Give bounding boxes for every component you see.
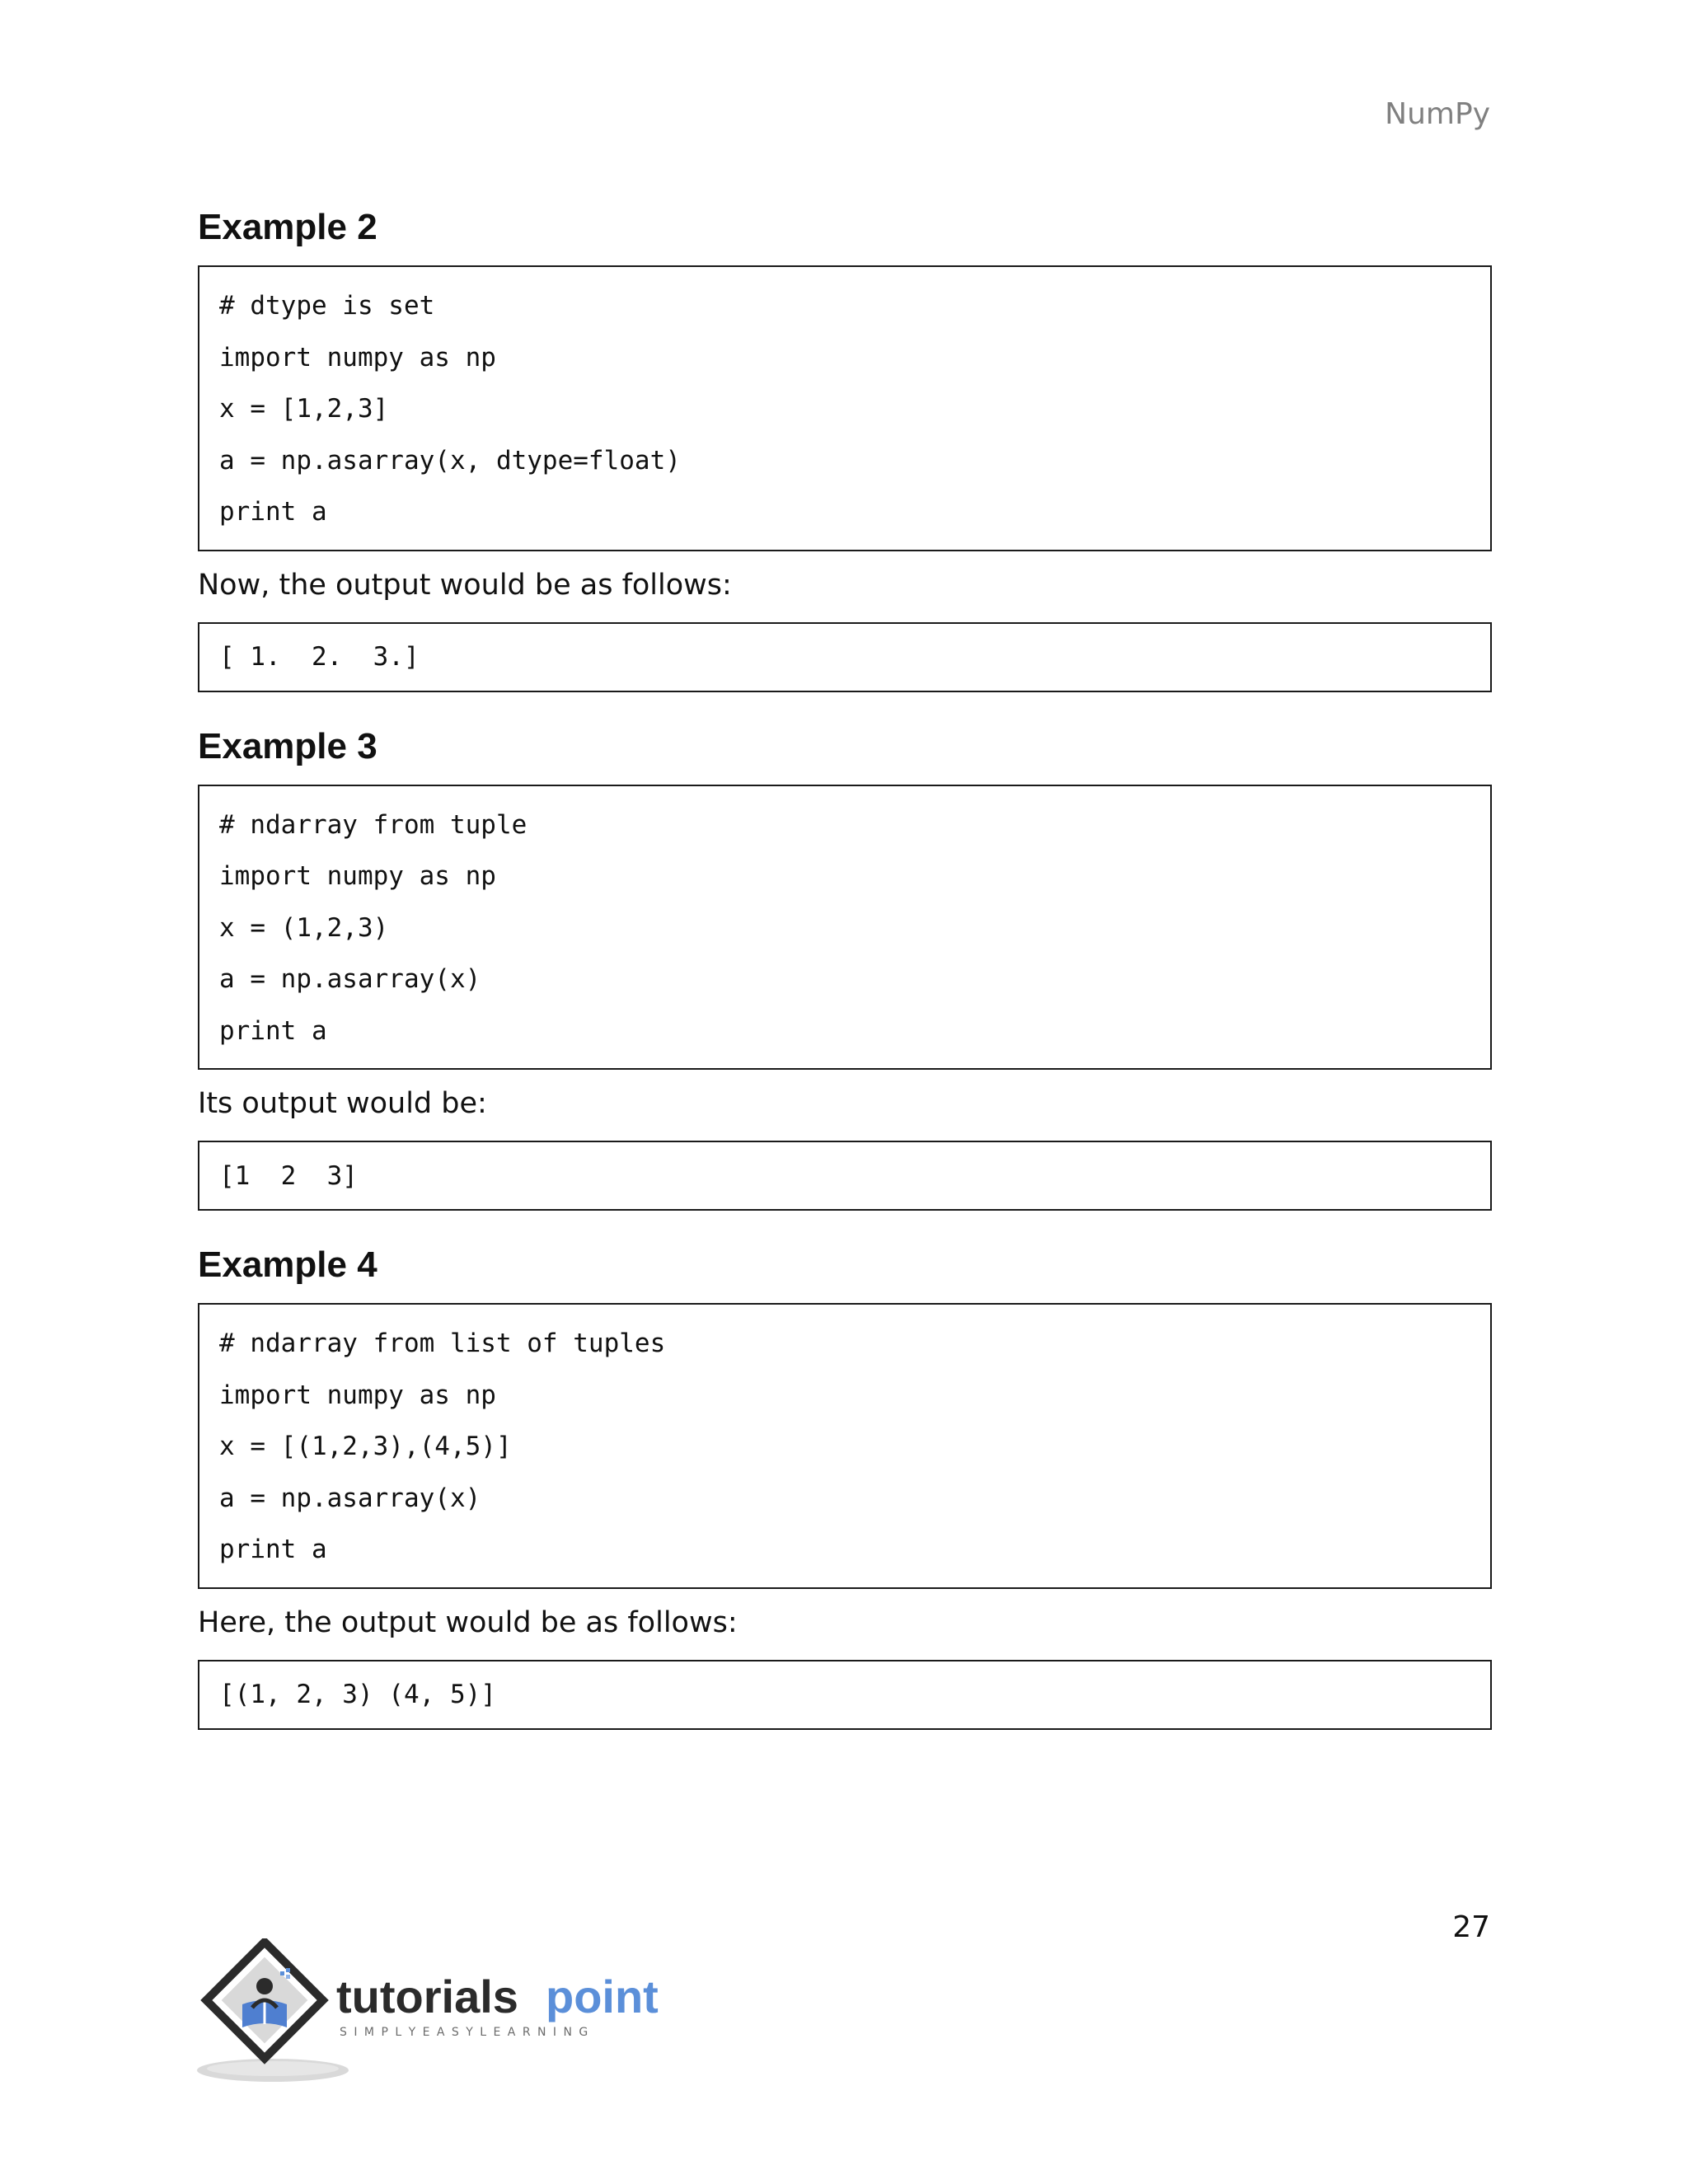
output-text: [(1, 2, 3) (4, 5)] [219,1680,496,1709]
code-line: x = (1,2,3) [219,912,389,943]
output-text: [ 1. 2. 3.] [219,642,420,672]
code-line: a = np.asarray(x) [219,1483,481,1513]
example-section [198,1242,1492,1730]
code-block [198,1303,1492,1589]
code-block [198,785,1492,1071]
output-block [198,1660,1492,1730]
logo-tagline: S I M P L Y E A S Y L E A R N I N G [340,2026,590,2039]
code-line: import numpy as np [219,1380,496,1410]
code-line: import numpy as np [219,342,496,373]
example-heading: Example 2 [198,207,377,247]
running-header: NumPy [1385,97,1490,131]
page-number: 27 [1452,1910,1490,1944]
code-line: # ndarray from tuple [219,809,528,840]
tutorialspoint-logo [195,1938,689,2087]
page-content [198,204,1492,1761]
diamond-emblem-icon [200,1938,329,2064]
code-line: x = [1,2,3] [219,394,389,424]
code-line: print a [219,1015,327,1046]
code-line: # dtype is set [219,291,435,321]
output-description: Now, the output would be as follows: [198,568,732,602]
example-heading: Example 4 [198,1244,377,1285]
output-description: Here, the output would be as follows: [198,1605,738,1639]
logo-brand-dark: tutorials [336,1971,518,2022]
code-block [198,265,1492,551]
output-description: Its output would be: [198,1087,487,1120]
example-section [198,204,1492,692]
output-text: [1 2 3] [219,1160,358,1191]
output-block [198,1141,1492,1211]
code-line: a = np.asarray(x, dtype=float) [219,445,681,476]
code-line: # ndarray from list of tuples [219,1329,666,1358]
code-line: print a [219,497,327,527]
output-block [198,622,1492,692]
code-line: import numpy as np [219,861,496,891]
code-line: x = [(1,2,3),(4,5)] [219,1432,512,1461]
example-heading: Example 3 [198,725,377,766]
logo-brand-accent: point [546,1971,659,2022]
code-line: print a [219,1535,327,1564]
code-line: a = np.asarray(x) [219,964,481,994]
example-section [198,724,1492,1212]
